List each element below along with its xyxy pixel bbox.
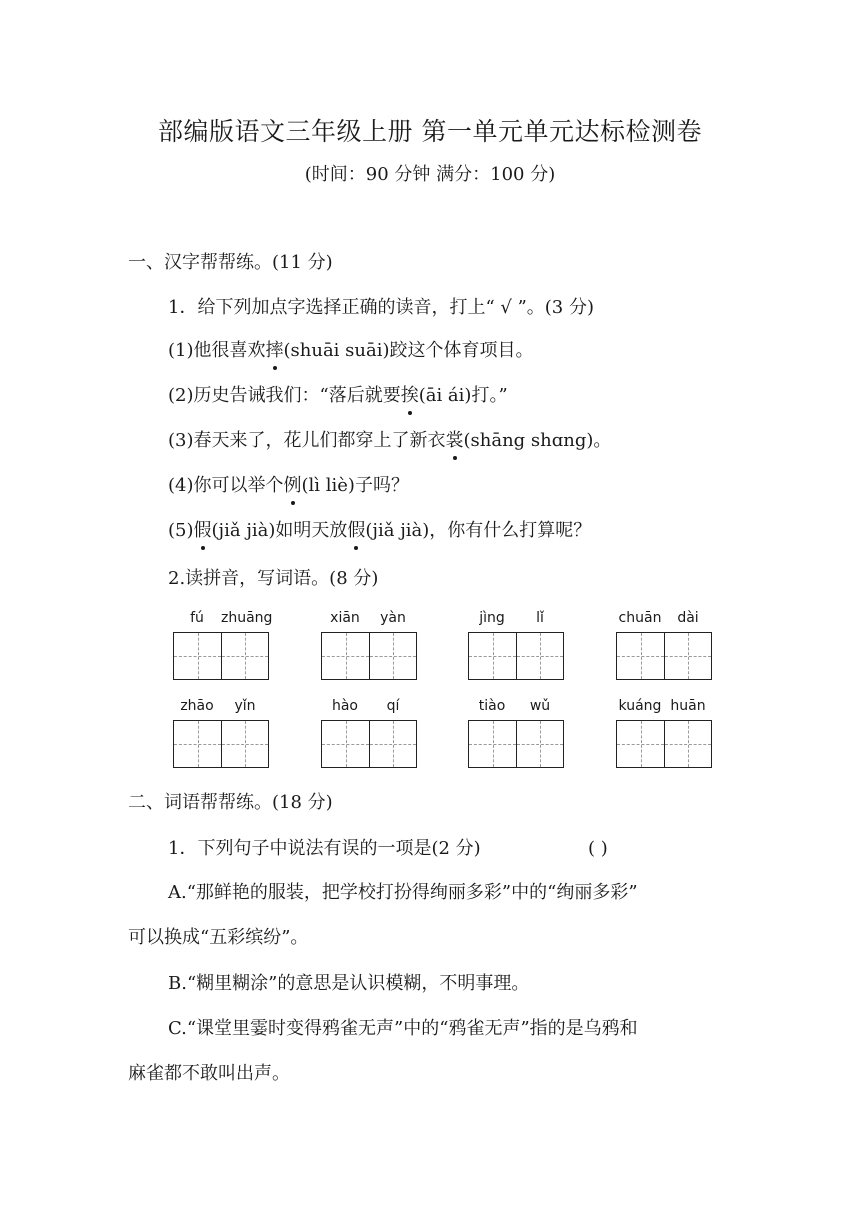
- section2-heading: 二、词语帮帮练。(18 分): [128, 792, 333, 813]
- dotted-character: 摔: [266, 338, 284, 364]
- pinyin-syllable: xiān: [330, 610, 360, 626]
- writing-box[interactable]: [173, 720, 269, 768]
- writing-box[interactable]: [468, 632, 564, 680]
- dotted-character: 例: [284, 473, 302, 499]
- item-text-before: (4)你可以举个: [168, 475, 284, 496]
- pinyin-syllable: yǐn: [234, 698, 256, 714]
- option-c-line2: 麻雀都不敢叫出声。: [128, 1063, 290, 1084]
- item-text-before: (3)春天来了，花儿们都穿上了新衣: [168, 430, 446, 451]
- question1-item-3: [168, 428, 611, 454]
- writing-box[interactable]: [468, 720, 564, 768]
- item-text-after: (shuāi suāi)跤这个体育项目。: [283, 340, 534, 361]
- pinyin-syllable: lǐ: [536, 610, 544, 626]
- item-text-before: (2)历史告诫我们：“落后就要: [168, 385, 401, 406]
- option-b: B.“糊里糊涂”的意思是认识模糊，不明事理。: [168, 973, 530, 994]
- item-text-middle: (jiǎ jià)如明天放: [211, 520, 348, 541]
- exam-subtitle: (时间：90 分钟 满分：100 分): [304, 164, 556, 185]
- item-text-after: (shāng shɑng)。: [463, 430, 612, 451]
- pinyin-syllable: yàn: [380, 610, 406, 626]
- dotted-character: 假: [194, 518, 212, 544]
- pinyin-syllable: huān: [670, 698, 706, 714]
- question1-prompt: 1．给下列加点字选择正确的读音，打上“ √ ”。(3 分): [168, 297, 594, 318]
- pinyin-syllable: qí: [386, 698, 400, 714]
- option-a-line1: A.“那鲜艳的服装，把学校打扮得绚丽多彩”中的“绚丽多彩”: [168, 882, 638, 903]
- question1-item-2: [168, 383, 508, 409]
- dotted-character: 裳: [446, 428, 464, 454]
- item-text-before: (1)他很喜欢: [168, 340, 266, 361]
- dotted-character: 挨: [401, 383, 419, 409]
- writing-box[interactable]: [173, 632, 269, 680]
- question1-item-5: [168, 518, 591, 544]
- exam-title: 部编版语文三年级上册 第一单元单元达标检测卷: [158, 117, 702, 146]
- pinyin-syllable: zhāo: [180, 698, 214, 714]
- pinyin-syllable: hào: [331, 698, 359, 714]
- item-number: (5): [168, 520, 194, 541]
- answer-bracket[interactable]: ( ): [588, 838, 608, 859]
- item-text-after: (jiǎ jià)，你有什么打算呢？: [365, 520, 592, 541]
- pinyin-syllable: dài: [677, 610, 699, 626]
- section1-heading: 一、汉字帮帮练。(11 分): [128, 252, 333, 273]
- pinyin-syllable: jìng: [479, 610, 505, 626]
- dotted-character: 假: [347, 518, 365, 544]
- option-a-line2: 可以换成“五彩缤纷”。: [128, 927, 309, 948]
- pinyin-syllable: chuān: [618, 610, 662, 626]
- writing-box[interactable]: [321, 632, 417, 680]
- section2-question1-prompt: 1．下列句子中说法有误的一项是(2 分): [168, 838, 481, 859]
- question1-item-1: [168, 338, 534, 364]
- pinyin-syllable: kuáng: [618, 698, 662, 714]
- item-text-after: (lì liè)子吗？: [301, 475, 409, 496]
- pinyin-syllable: tiào: [478, 698, 506, 714]
- pinyin-syllable: wǔ: [529, 698, 551, 714]
- question2-prompt: 2.读拼音，写词语。(8 分): [168, 568, 379, 589]
- option-c-line1: C.“课堂里霎时变得鸦雀无声”中的“鸦雀无声”指的是乌鸦和: [168, 1018, 638, 1039]
- pinyin-syllable: zhuāng: [221, 610, 273, 626]
- item-text-after: (āi ái)打。”: [418, 385, 508, 406]
- pinyin-syllable: fú: [190, 610, 204, 626]
- question1-item-4: [168, 473, 409, 499]
- writing-box[interactable]: [616, 632, 712, 680]
- writing-box[interactable]: [616, 720, 712, 768]
- writing-box[interactable]: [321, 720, 417, 768]
